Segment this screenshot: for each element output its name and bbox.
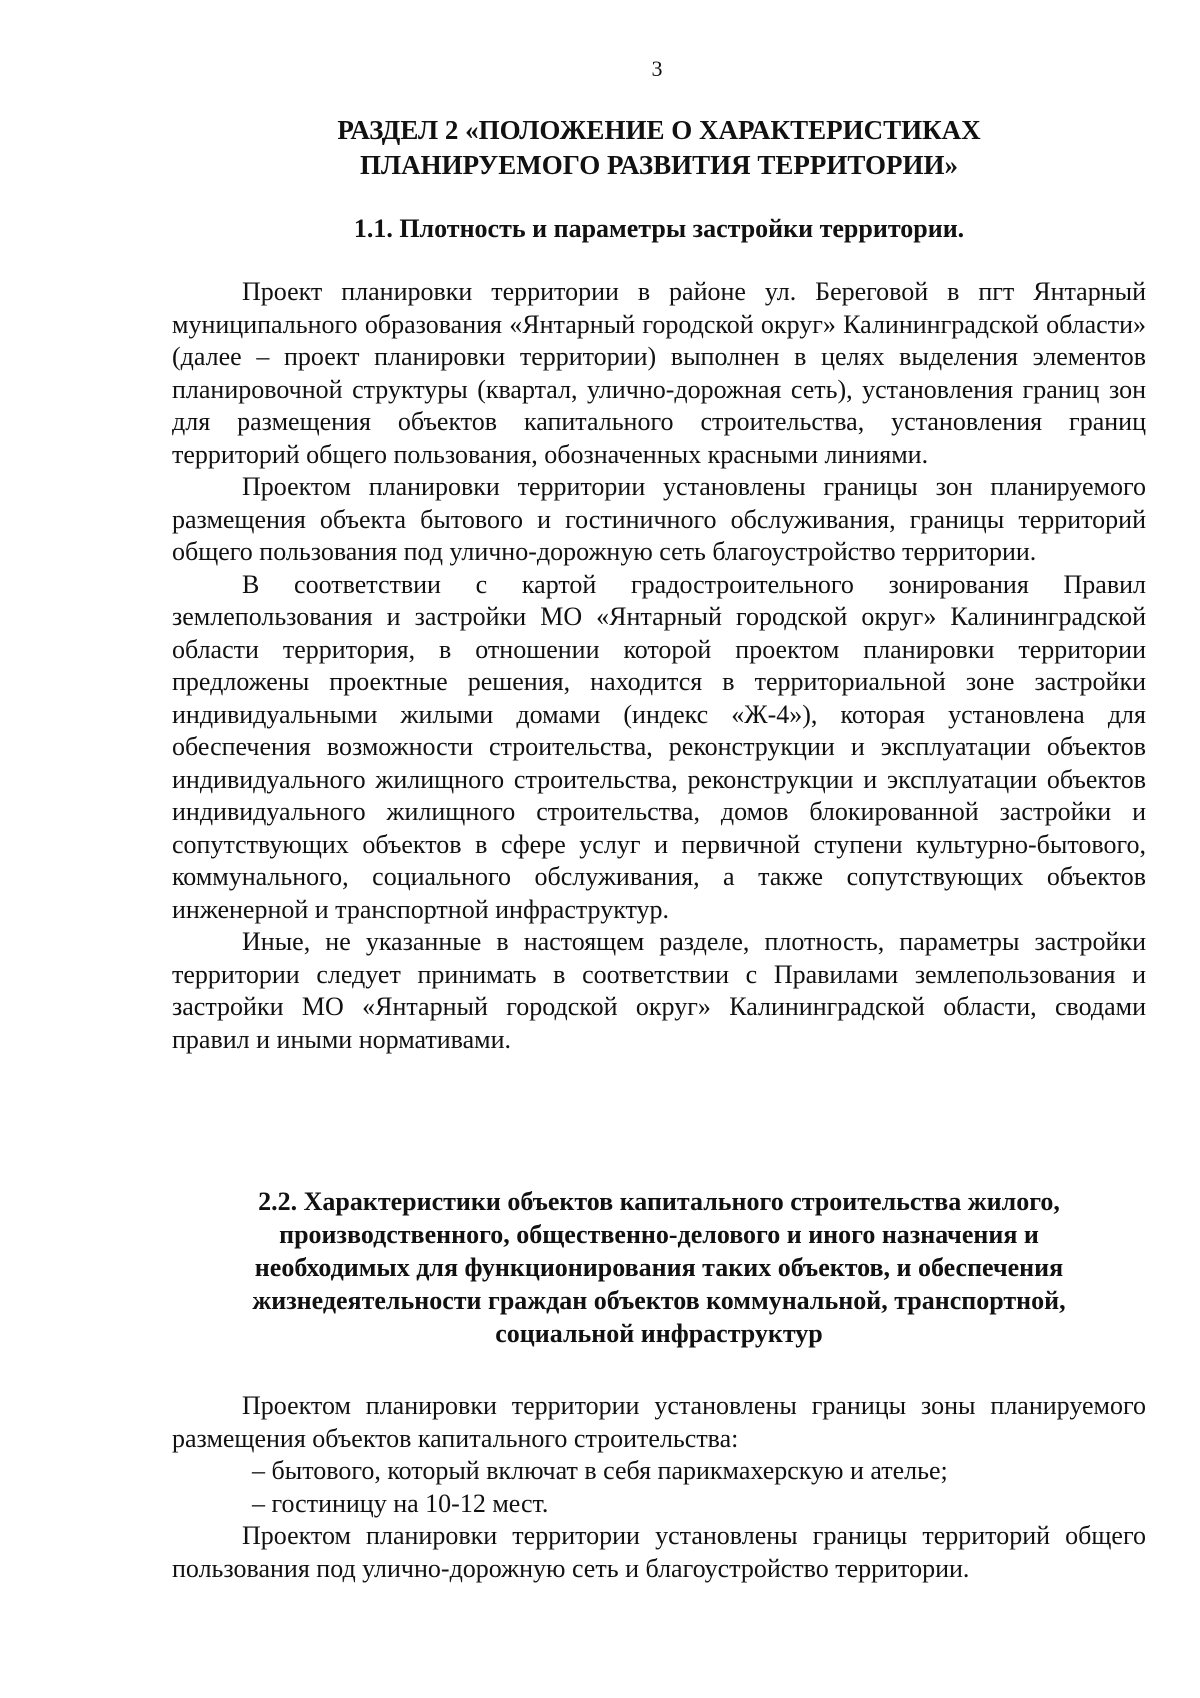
paragraph: Иные, не указанные в настоящем разделе, плотность, параметры застройки территории следует принимать в соответствии с Правилами землепользования и застройки МО «Янтарный городской округ» Калининградской области, сводами правил и иными нормативами. bbox=[172, 927, 1146, 1054]
section-title-line: РАЗДЕЛ 2 «ПОЛОЖЕНИЕ О ХАРАКТЕРИСТИКАХ bbox=[337, 115, 981, 145]
subsection-2-body bbox=[172, 1390, 1146, 1585]
paragraph: Проект планировки территории в районе ул. Береговой в пгт Янтарный муниципального образования «Янтарный городской округ» Калининградской области» (далее – проект планировки территории) выполнен в целях выделения элементов планировочной структуры (квартал, улично-дорожная сеть), установления границ зон для размещения объектов капитального строительства, установления границ территорий общего пользования, обозначенных красными линиями. bbox=[172, 277, 1146, 469]
subsection-2-title-line: жизнедеятельности граждан объектов коммунальной, транспортной, bbox=[252, 1286, 1066, 1315]
list-item: – бытового, который включат в себя парикмахерскую и ателье; bbox=[252, 1456, 948, 1485]
subsection-2-title-line: социальной инфраструктур bbox=[495, 1319, 823, 1348]
page-number: 3 bbox=[651, 56, 663, 81]
paragraph: В соответствии с картой градостроительного зонирования Правил землепользования и застройки МО «Янтарный городской округ» Калининградской области территория, в отношении которой проектом планировки территории предложены проектные решения, находится в территориальной зоне застройки индивидуальными жилыми домами (индекс «Ж-4»), которая установлена для обеспечения возможности строительства, реконструкции и эксплуатации объектов индивидуального жилищного строительства, реконструкции и эксплуатации объектов индивидуального жилищного строительства, домов блокированной застройки и сопутствующих объектов в сфере услуг и первичной ступени культурно-бытового, коммунального, социального обслуживания, а также сопутствующих объектов инженерной и транспортной инфраструктур. bbox=[172, 569, 1146, 924]
section-title bbox=[172, 113, 1146, 183]
subsection-1-title: 1.1. Плотность и параметры застройки территории. bbox=[353, 214, 965, 243]
paragraph: Проектом планировки территории установлены границы зоны планируемого размещения объектов капитального строительства: bbox=[172, 1391, 1146, 1453]
paragraph: Проектом планировки территории установлены границы территорий общего пользования под улично-дорожную сеть и благоустройство территории. bbox=[172, 1521, 1146, 1583]
list-item: – гостиницу на 10-12 мест. bbox=[252, 1488, 549, 1518]
section-title-line: ПЛАНИРУЕМОГО РАЗВИТИЯ ТЕРРИТОРИИ» bbox=[359, 150, 959, 180]
subsection-2-title-line: 2.2. Характеристики объектов капитального строительства жилого, bbox=[258, 1187, 1060, 1216]
subsection-1-body bbox=[172, 276, 1146, 1056]
subsection-2-title bbox=[172, 1185, 1146, 1350]
subsection-2-title-line: производственного, общественно-делового и иного назначения и bbox=[279, 1220, 1039, 1249]
paragraph: Проектом планировки территории установлены границы зон планируемого размещения объекта бытового и гостиничного обслуживания, границы территорий общего пользования под улично-дорожную сеть благоустройство территории. bbox=[172, 472, 1146, 566]
subsection-2-title-line: необходимых для функционирования таких объектов, и обеспечения bbox=[254, 1253, 1064, 1282]
